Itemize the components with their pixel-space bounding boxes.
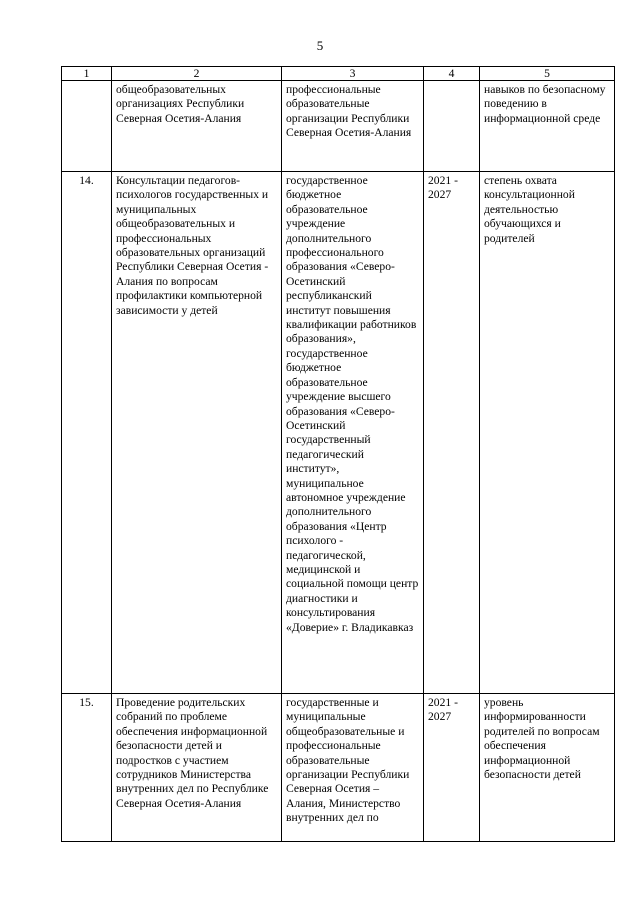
result-cell: уровень информированности родителей по вопросам обеспечения информационной безопасности детей: [480, 694, 615, 842]
period-cell: 2021 - 2027: [424, 172, 480, 694]
measures-table: [61, 66, 615, 842]
header-cell-4: 4: [424, 67, 480, 81]
period-cell: [424, 81, 480, 172]
table-row: [62, 81, 615, 172]
result-cell: навыков по безопасному поведению в информационной среде: [480, 81, 615, 172]
executors-cell: профессиональные образовательные организации Республики Северная Осетия-Алания: [282, 81, 424, 172]
table-header-row: [62, 67, 615, 81]
row-number: 15.: [62, 694, 112, 842]
result-cell: степень охвата консультационной деятельностью обучающихся и родителей: [480, 172, 615, 694]
activity-cell: Проведение родительских собраний по проблеме обеспечения информационной безопасности детей и подростков с участием сотрудников Министерства внутренних дел по Республике Северная Осетия-Алания: [112, 694, 282, 842]
executors-cell: государственные и муниципальные общеобразовательные и профессиональные образовательные организации Республики Северная Осетия – Алания, Министерство внутренних дел по: [282, 694, 424, 842]
row-number: [62, 81, 112, 172]
page-number: 5: [316, 38, 324, 53]
table-row: [62, 172, 615, 694]
executors-cell: государственное бюджетное образовательное учреждение дополнительного профессионального образования «Северо-Осетинский республиканский институт повышения квалификации работников образования», государственное бюджетное образовательное учреждение высшего образования «Северо-Осетинский государственный педагогический институт», муниципальное автономное учреждение дополнительного образования «Центр психолого - педагогической, медицинской и социальной помощи центр диагностики и консультирования «Доверие» г. Владикавказ: [282, 172, 424, 694]
header-cell-1: 1: [62, 67, 112, 81]
table-row: [62, 694, 615, 842]
period-cell: 2021 - 2027: [424, 694, 480, 842]
activity-cell: общеобразовательных организациях Республики Северная Осетия-Алания: [112, 81, 282, 172]
header-cell-3: 3: [282, 67, 424, 81]
header-cell-2: 2: [112, 67, 282, 81]
header-cell-5: 5: [480, 67, 615, 81]
activity-cell: Консультации педагогов-психологов государственных и муниципальных общеобразовательных и профессиональных образовательных организаций Республики Северная Осетия - Алания по вопросам профилактики компьютерной зависимости у детей: [112, 172, 282, 694]
row-number: 14.: [62, 172, 112, 694]
